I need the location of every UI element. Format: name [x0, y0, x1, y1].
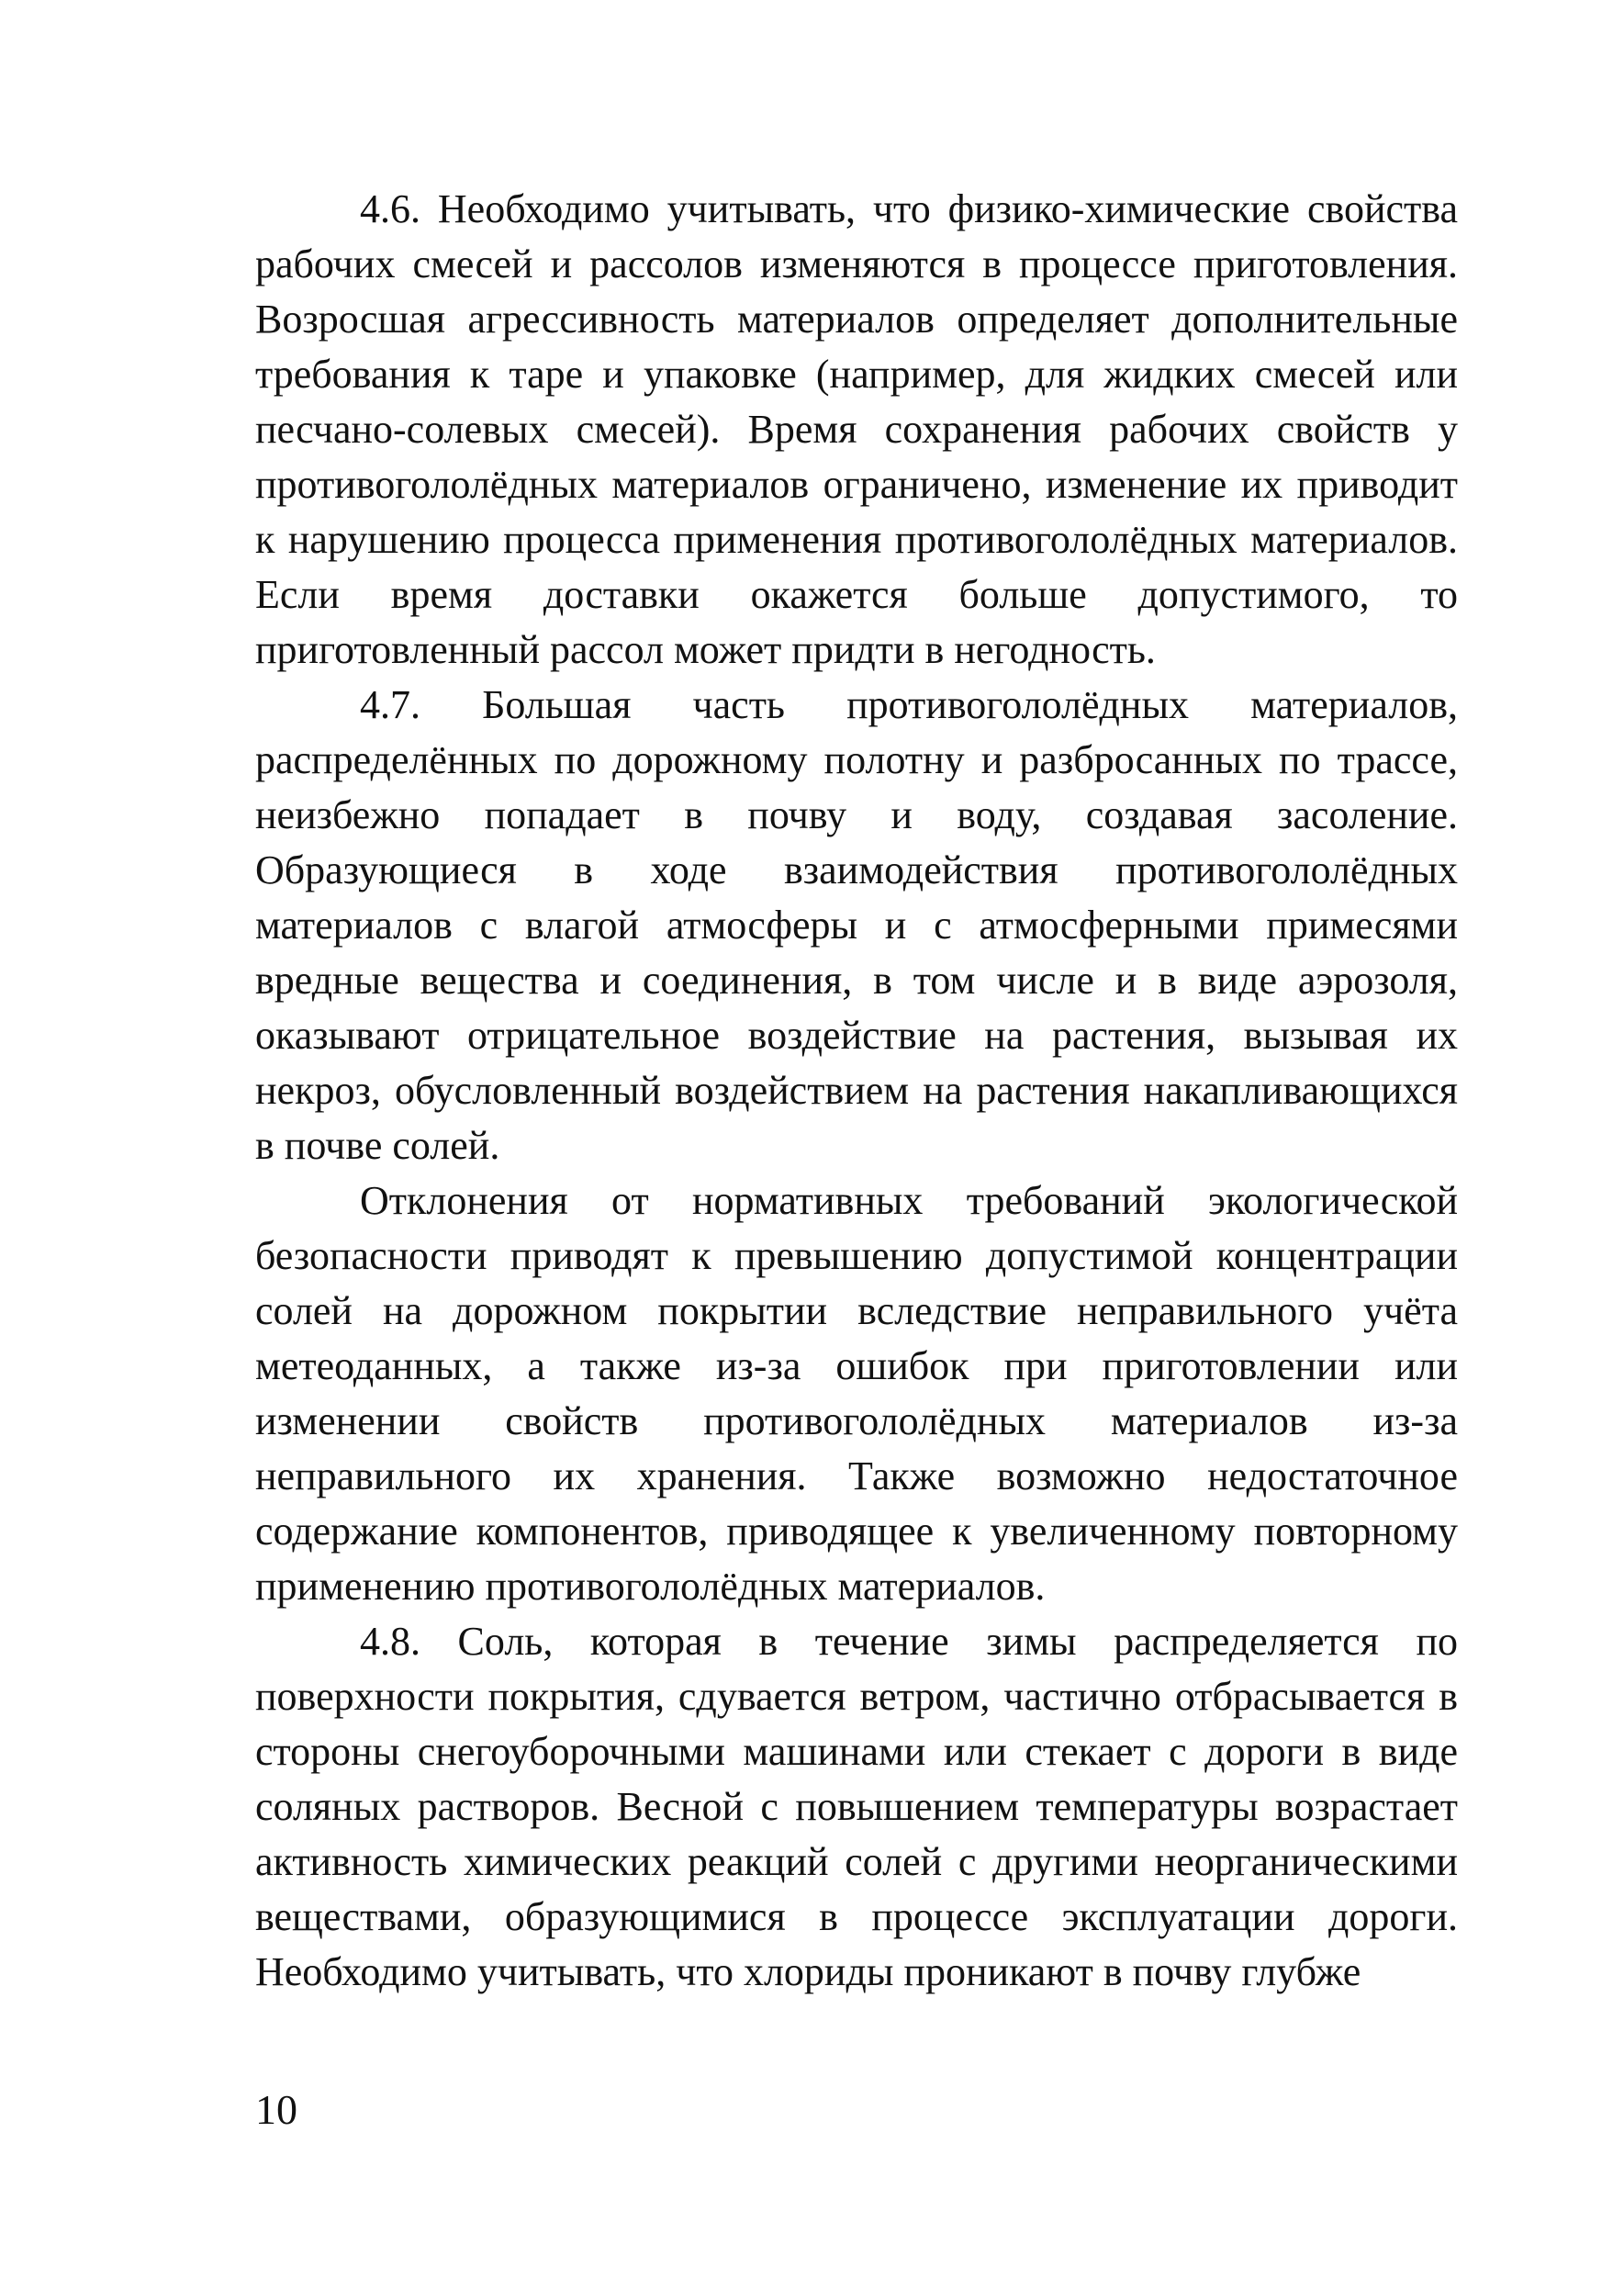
paragraph-4-7: 4.7. Большая часть противогололёдных материалов, распределённых по дорожному полотну и разбросанных по трассе, неизбежно попадает в почву и воду, создавая засоление. Образующиеся в ходе взаимодействия противогололёдных материалов с влагой атмосферы и с атмосферными примесями вредные вещества и соединения, в том числе и в виде аэрозоля, оказывают отрицательное воздействие на растения, вызывая их некроз, обусловленный воздействием на растения накапливающихся в почве солей. [255, 682, 1458, 1168]
page-number: 10 [255, 2086, 297, 2133]
paragraph-4-8: 4.8. Соль, которая в течение зимы распределяется по поверхности покрытия, сдувается ветром, частично отбрасывается в стороны снегоуборочными машинами или стекает с дороги в виде соляных растворов. Весной с повышением температуры возрастает активность химических реакций солей с другими неорганическими веществами, образующимися в процессе эксплуатации дороги. Необходимо учитывать, что хлориды проникают в почву глубже [255, 1619, 1458, 1994]
paragraph-4-6: 4.6. Необходимо учитывать, что физико-химические свойства рабочих смесей и рассолов изменяются в процессе приготовления. Возросшая агрессивность материалов определяет дополнительные требования к таре и упаковке (например, для жидких смесей или песчано-солевых смесей). Время сохранения рабочих свойств у противогололёдных материалов ограничено, изменение их приводит к нарушению процесса применения противогололёдных материалов. Если время доставки окажется больше допустимого, то приготовленный рассол может придти в негодность. [255, 186, 1458, 672]
body-text [255, 182, 1458, 2000]
paragraph-deviations: Отклонения от нормативных требований экологической безопасности приводят к превышению допустимой концентрации солей на дорожном покрытии вследствие неправильного учёта метеоданных, а также из-за ошибок при приготовлении или изменении свойств противогололёдных материалов из-за неправильного их хранения. Также возможно недостаточное содержание компонентов, приводящее к увеличенному повторному применению противогололёдных материалов. [255, 1178, 1458, 1609]
